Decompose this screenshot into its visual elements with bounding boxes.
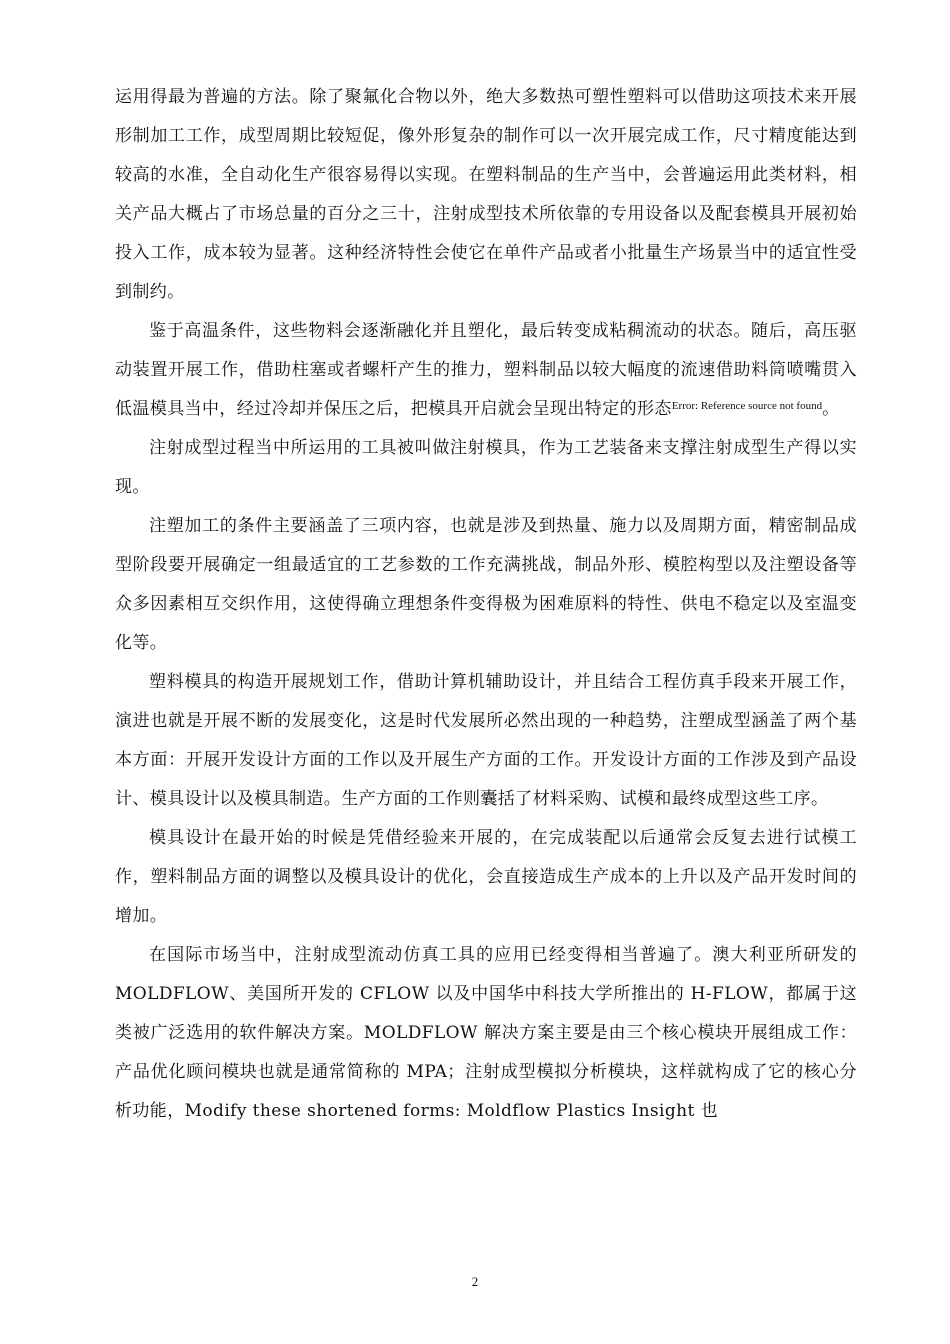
paragraph-2-end: 。 [822,399,840,419]
paragraph-6: 模具设计在最开始的时候是凭借经验来开展的，在完成装配以后通常会反复去进行试模工作，塑料制品方面的调整以及模具设计的优化，会直接造成生产成本的上升以及产品开发时间的增加。 [115,828,857,926]
reference-error: Error: Reference source not found [671,400,823,412]
paragraph-5: 塑料模具的构造开展规划工作，借助计算机辅助设计，并且结合工程仿真手段来开展工作，演进也就是开展不断的发展变化，这是时代发展所必然出现的一种趋势，注塑成型涵盖了两个基本方面：开展开发设计方面的工作以及开展生产方面的工作。开发设计方面的工作涉及到产品设计、模具设计以及模具制造。生产方面的工作则囊括了材料采购、试模和最终成型这些工序。 [115,672,857,809]
paragraph-2 [115,312,857,429]
body-text [115,78,857,1131]
paragraph-4: 注塑加工的条件主要涵盖了三项内容，也就是涉及到热量、施力以及周期方面，精密制品成型阶段要开展确定一组最适宜的工艺参数的工作充满挑战，制品外形、模腔构型以及注塑设备等众多因素相互交织作用，这使得确立理想条件变得极为困难原料的特性、供电不稳定以及室温变化等。 [115,516,857,653]
paragraph-3: 注射成型过程当中所运用的工具被叫做注射模具，作为工艺装备来支撑注射成型生产得以实现。 [115,438,857,497]
paragraph-7: 在国际市场当中，注射成型流动仿真工具的应用已经变得相当普遍了。澳大利亚所研发的 MOLDFLOW、美国所开发的 CFLOW 以及中国华中科技大学所推出的 H-FLOW，都属于这类被广泛选用的软件解决方案。MOLDFLOW 解决方案主要是由三个核心模块开展组成工作：产品优化顾问模块也就是通常简称的 MPA；注射成型模拟分析模块，这样就构成了它的核心分析功能，Modify these shortened forms: Moldflow Plastics Insight 也 [115,945,857,1121]
page-number: 2 [471,1274,479,1289]
paragraph-1: 运用得最为普遍的方法。除了聚氟化合物以外，绝大多数热可塑性塑料可以借助这项技术来开展形制加工工作，成型周期比较短促，像外形复杂的制作可以一次开展完成工作，尺寸精度能达到较高的水准，全自动化生产很容易得以实现。在塑料制品的生产当中，会普遍运用此类材料，相关产品大概占了市场总量的百分之三十，注射成型技术所依靠的专用设备以及配套模具开展初始投入工作，成本较为显著。这种经济特性会使它在单件产品或者小批量生产场景当中的适宜性受到制约。 [115,87,857,302]
paragraph-2-text: 鉴于高温条件，这些物料会逐渐融化并且塑化，最后转变成粘稠流动的状态。随后，高压驱动装置开展工作，借助柱塞或者螺杆产生的推力，塑料制品以较大幅度的流速借助料筒喷嘴贯入低温模具当中，经过冷却并保压之后，把模具开启就会呈现出特定的形态 [115,321,857,419]
